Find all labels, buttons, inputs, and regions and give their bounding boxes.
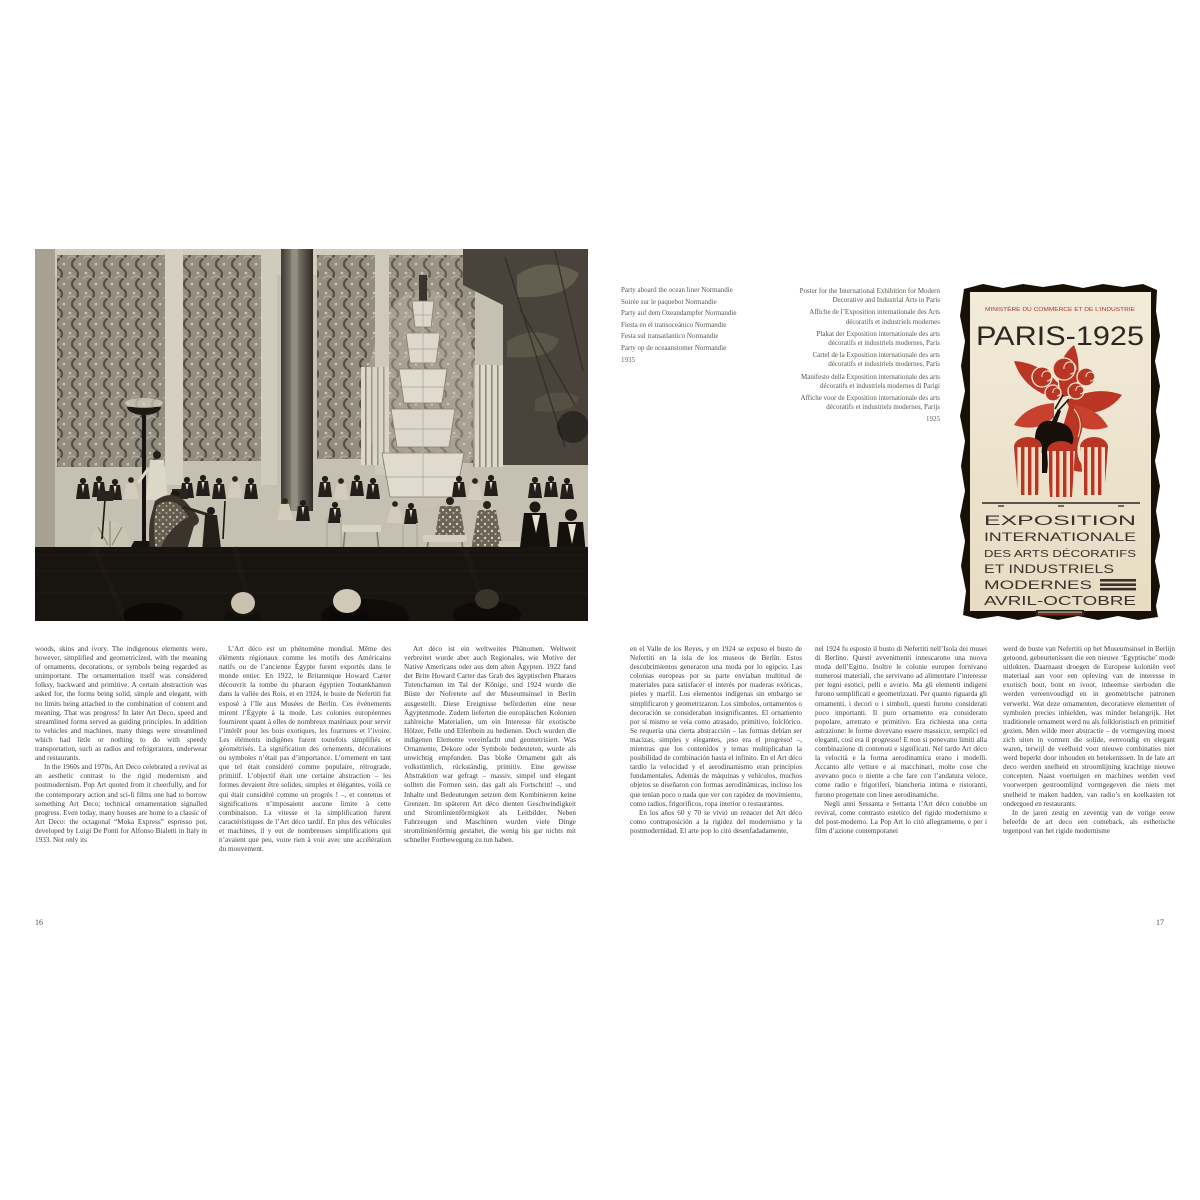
poster-line-arts-decoratifs: DES ARTS DÉCORATIFS (984, 548, 1106, 560)
poster-line-et-industriels: ET INDUSTRIELS (984, 562, 1114, 576)
paragraph: Negli anni Sessanta e Settanta l’Art déco conobbe un revival, come contrasto estetico del rigido modernismo e del post-moderno. La Pop Art lo citò allegramente, e per i film d’azione contemporanei (815, 799, 987, 835)
caption-line: Party auf dem Ozeandampfer Normandie (621, 309, 737, 318)
text-column-english (35, 645, 207, 845)
poster-caption (790, 287, 940, 425)
paragraph: L’Art déco est un phénomène mondial. Même des éléments régionaux comme les motifs des Américains natifs ou de l’ancienne Égypte furent exportés dans le monde entier. En 1922, le Britannique Howard Carter découvrit la tombe du pharaon égyptien Toutankhamon dans la vallée des Rois, et en 1924, le buste de Nefertiti fut exposé à l’île aux Musées de Berlin. Ces événements mirent l’Égypte à la mode. Les colonies européennes fournirent quant à elles de nombreux matériaux pour servir l’intérêt pour les bois exotiques, les fourrures et l’ivoire. Les éléments indigènes furent toutefois simplifiés et géométrisés. La signification des ornements, décorations ou symboles n’était pas d’importance. L’ornement en tant que tel était considéré comme populaire, rétrograde, primitif. L’objectif était une certaine abstraction – les formes devaient être solides, simples et élégantes, voilà ce qui était considéré comme un progrès ! –, et contenus et significations n’imposaient aucune limite à cette combinaison. La vitesse et la simplification furent caractéristiques de l’Art déco tardif. En plus des véhicules et machines, il y eut de nombreuses simplifications qui n’avaient que peu, voire rien à voir avec une accélération du mouvement. (219, 645, 391, 854)
paris-1925-poster (958, 281, 1163, 622)
paragraph: Art déco ist ein weltweites Phänomen. Weltweit verbreitet wurde aber auch Regionales, wie Motive der Native Americans oder aus dem alten Ägypten. 1922 fand der Brite Howard Carter das Grab des ägyptischen Pharaos Tutenchamun im Tal der Könige, und 1924 wurde die Büste der Nofretete auf der Museumsinsel in Berlin ausgestellt. Diese Ereignisse beförderten eine neue Ägyptenmode. Zudem lieferten die europäischen Kolonien zahlreiche Materialien, um ein Interesse für exotische Hölzer, Felle und Elfenbein zu bedienen. Doch wurden die indigenen Elemente vereinfacht und geometrisiert. Was Ornamente, Dekore oder Symbole bedeuteten, wurde als unwichtig empfunden. Das bloße Ornament galt als volkstümlich, rückständig, primitiv. Eine gewisse Abstraktion war gefragt – massiv, simpel und elegant sollten die Formen sein, das galt als Fortschritt! –, und Inhalte und Bedeutungen setzten dem Kombinieren keine Grenzen. Im späteren Art déco dienten Geschwindigkeit und Stromlinienförmigkeit als Leitbilder. Neben Fahrzeugen und Maschinen wurden viele Dinge stromlinienförmig gestaltet, die wenig bis gar nichts mit schneller Fortbewegung zu tun haben. (404, 645, 576, 844)
text-column-german (404, 645, 576, 845)
paragraph: en el Valle de los Reyes, y en 1924 se expuso el busto de Nefertiti en la isla de los museos de Berlín. Estos descubrimientos generaron una moda por lo egipcio. Las colonias europeas por su parte enviaban multitud de materiales para satisfacer el interés por maderas exóticas, pieles y marfil. Los elementos indígenas sin embargo se simplificaron y geometrizaron. Los símbolos, ornamentos o decoración se consideraban insignificantes. El ornamento por sí mismo se veía como atrasado, primitivo, folclórico. Se requería una cierta abstracción – las formas debían ser macizas, simples y elegantes, ¡eso era el progreso! –, mientras que los contenidos y temas multiplicaban la posibilidad de combinación hasta el infinito. En el Art déco tardío la velocidad y el aerodinamismo eran principios fundamentales. Además de máquinas y vehículos, muchos objetos se diseñaron con formas aerodinámicas, incluso los que tenían poco o nada que ver con rapidez de movimiento, como radios, frigoríficos, ropa interior o restaurantes. (630, 645, 802, 808)
normandie-party-photo (35, 249, 588, 621)
caption-group: Affiche de l’Exposition internationale des Arts décoratifs et industriels modernes (809, 308, 940, 326)
caption-group: Affiche voor de Exposition internationale des arts décoratifs et industriels modernes, Parijs (800, 394, 940, 412)
caption-group: Cartel de la Exposition internationale des arts décoratifs et industriels modernes, París (812, 351, 940, 369)
poster-title: PARIS-1925 (976, 321, 1144, 351)
caption-line: Soirée sur le paquebot Normandie (621, 297, 717, 306)
page-number-right: 17 (1156, 918, 1164, 927)
paragraph: nel 1924 fu esposto il busto di Nefertiti nell’Isola dei musei di Berlino. Questi avvenimenti innescarono una nuova moda dell’Egitto. Inoltre le colonie europee fornivano numerosi materiali, che servivano ad alimentare l’interesse per legni esotici, pelli e avorio. Ma gli elementi indigeni furono semplificati e geometrizzati. Per quanto riguarda gli ornamenti, i decori o i simboli, questi furono considerati poco importanti. Il puro ornamento era considerato popolare, arretrato e primitivo. Era richiesta una certa astrazione: le forme dovevano essere massicce, semplici ed eleganti, così era il progresso! E non si ponevano limiti alla combinazione di contenuti e significati. Nel tardo Art déco la velocità e la forma aerodinamica erano i modelli. Accanto alle vetture e ai macchinari, molte cose che avevano poco o niente a che fare con l’andatura veloce, come radio e frigoriferi, biancheria intima e ristoranti, furono progettate con linee aerodinamiche. (815, 645, 987, 799)
paragraph: In the 1960s and 1970s, Art Deco celebrated a revival as an aesthetic contrast to the rigid modernism and postmodernism. Pop Art quoted from it cheerfully, and for the contemporary action and sci-fi films one had to borrow something Art Deco; technical ornamentation signalled progress. Even today, many houses are home to a classic of Art Deco: the octagonal “Moka Express” espresso pot, developed by Luigi De Ponti for Alfonso Bialetti in Italy in 1933. Not only its (35, 763, 207, 844)
page-number-left: 16 (35, 918, 43, 927)
paris-1925-poster-art (958, 281, 1163, 622)
paragraph: werd de buste van Nefertiti op het Museumsinsel in Berlijn getoond, gebeurtenissen die een nieuwe ‘Egyptische’ mode uitlokten. Daarnaast droegen de Europese koloniën veel materiaal aan voor een opleving van de interesse in exotisch hout, bont en ivoor, inheemse sierboden die werden vereenvoudigd en in geometrische patronen verwerkt. Wat deze ornamenten, decoratieve elementen of symbolen precies inhielden, was minder belangrijk. Het traditionele ornament werd nu als folkloristisch en primitief gezien. Men wilde meer abstractie – de vormgeving moest zich uiten in vormen die solide, eenvoudig en elegant waren, terwijl de veelheid voor nieuwe combinaties niet werd beperkt door inhouden en betekenissen. In de late art deco werden snelheid en stroomlijning krachtige nieuwe concepten. Naast voertuigen en machines werden veel voorwerpen gestroomlijnd vormgegeven die niets met snelheid te maken hadden, van radio’s en koelkasten tot ondergoed en restaurants. (1003, 645, 1175, 808)
paragraph: woods, skins and ivory. The indigenous elements were, however, simplified and geometricized, with the meaning of ornaments, decorations, or symbols being regarded as unimportant. The ornamentation itself was considered folksy, backward and primitive. A certain abstraction was asked for, the forms being solid, simple and elegant, with no limits being attached to the combination of content and meaning. That was progress! In later Art Deco, speed and streamlined forms served as guiding principles. In addition to vehicles and machines, many things were streamlined which had little or nothing to do with speedy transportation, such as radios and refrigerators, underwear and restaurants. (35, 645, 207, 763)
caption-group: Plakat der Exposition internationale des arts décoratifs et industriels modernes, Paris (816, 329, 940, 348)
poster-line-exposition: EXPOSITION (984, 513, 1136, 528)
photo-caption (621, 287, 781, 364)
caption-line: Fiesta en el transoceánico Normandie (621, 320, 727, 329)
caption-line: Party op de oceaanstomer Normandie (621, 343, 727, 352)
caption-line: Party aboard the ocean liner Normandie (621, 286, 733, 294)
caption-group: Poster for the International Exhibition for Modern Decorative and Industrial Arts in Paris (799, 287, 940, 305)
photo-caption-year: 1935 (621, 355, 635, 364)
paragraph: En los años 60 y 70 se vivió un renacer del Art déco como contraposición a la rigidez del modernismo y la postmodernidad. El arte pop lo citó desenfadadamente, (630, 808, 802, 835)
paragraph: In de jaren zestig en zeventig van de vorige eeuw beleefde de art deco een comeback, als esthetische tegenpool van het rigide modernisme (1003, 808, 1175, 835)
normandie-party-photo-art (35, 249, 588, 621)
poster-line-modernes: MODERNES (984, 578, 1092, 592)
poster-ministry-line: MINISTÈRE DU COMMERCE ET DE L’INDUSTRIE (985, 307, 1109, 313)
poster-deco-bars (1100, 579, 1136, 590)
text-column-italian (815, 645, 987, 836)
poster-line-avril-octobre: AVRIL-OCTOBRE (984, 594, 1136, 608)
poster-caption-year: 1925 (926, 415, 940, 424)
text-column-dutch (1003, 645, 1175, 836)
poster-printer-cartouche (1036, 610, 1084, 616)
text-column-spanish (630, 645, 802, 836)
poster-line-internationale: INTERNATIONALE (984, 530, 1136, 544)
caption-group: Manifesto della Exposition internationale des arts décoratifs et industriels modernes di Parigi (801, 372, 940, 390)
caption-line: Festa sul transatlantico Normandie (621, 332, 719, 341)
text-column-french (219, 645, 391, 854)
